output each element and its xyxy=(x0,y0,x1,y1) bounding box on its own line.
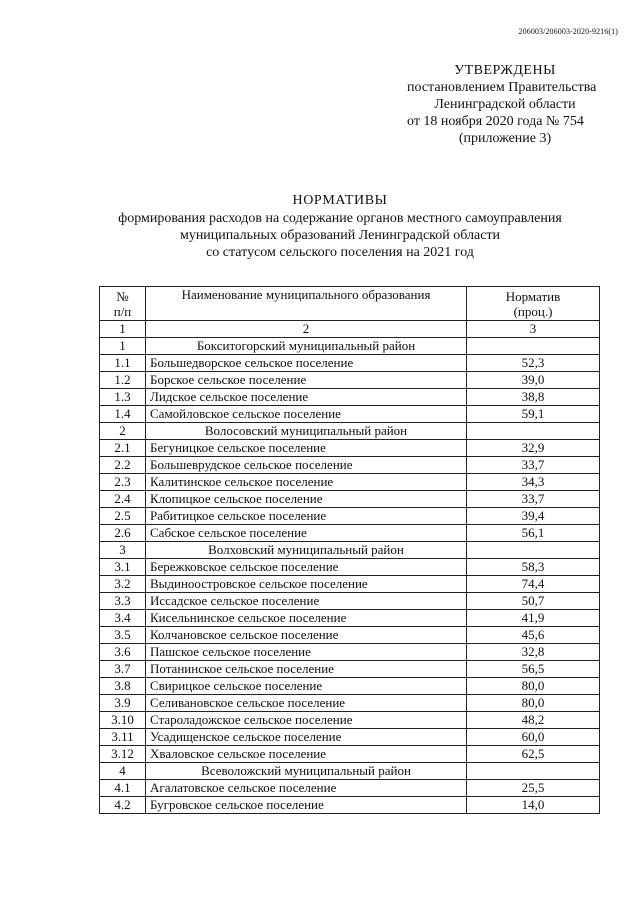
table-row xyxy=(100,780,600,797)
table-row xyxy=(100,525,600,542)
row-name: Сабское сельское поселение xyxy=(146,525,467,542)
district-row xyxy=(100,763,600,780)
district-value-empty xyxy=(467,542,600,559)
row-num: 1.3 xyxy=(100,389,146,406)
row-num: 1.1 xyxy=(100,355,146,372)
row-value: 60,0 xyxy=(467,729,600,746)
row-name: Потанинское сельское поселение xyxy=(146,661,467,678)
row-value: 32,9 xyxy=(467,440,600,457)
row-num: 2.6 xyxy=(100,525,146,542)
row-num: 2.1 xyxy=(100,440,146,457)
row-num: 3.7 xyxy=(100,661,146,678)
row-name: Усадищенское сельское поселение xyxy=(146,729,467,746)
table-row xyxy=(100,729,600,746)
row-num: 3.4 xyxy=(100,610,146,627)
header-norm xyxy=(467,287,600,321)
district-row xyxy=(100,338,600,355)
district-name: Волховский муниципальный район xyxy=(146,542,467,559)
row-num: 4.2 xyxy=(100,797,146,814)
row-name: Иссадское сельское поселение xyxy=(146,593,467,610)
district-name: Всеволожский муниципальный район xyxy=(146,763,467,780)
header-norm-line: Норматив xyxy=(505,288,561,304)
table-row xyxy=(100,491,600,508)
document-title-block xyxy=(90,192,590,261)
table-row xyxy=(100,695,600,712)
document-subtitle: со статусом сельского поселения на 2021 год xyxy=(206,245,474,260)
row-num: 3.8 xyxy=(100,678,146,695)
district-num: 1 xyxy=(100,338,146,355)
row-name: Бугровское сельское поселение xyxy=(146,797,467,814)
row-value: 50,7 xyxy=(467,593,600,610)
document-subtitle: муниципальных образований Ленинградской области xyxy=(179,228,501,243)
district-name: Волосовский муниципальный район xyxy=(146,423,467,440)
district-num: 4 xyxy=(100,763,146,780)
row-num: 3.5 xyxy=(100,627,146,644)
document-subtitle: формирования расходов на содержание органов местного самоуправления xyxy=(118,211,562,226)
table-row xyxy=(100,389,600,406)
table-row xyxy=(100,474,600,491)
row-num: 3.9 xyxy=(100,695,146,712)
district-value-empty xyxy=(467,338,600,355)
row-value: 74,4 xyxy=(467,576,600,593)
table-row xyxy=(100,355,600,372)
row-num: 1.4 xyxy=(100,406,146,423)
row-num: 2.2 xyxy=(100,457,146,474)
district-num: 3 xyxy=(100,542,146,559)
district-value-empty xyxy=(467,423,600,440)
row-value: 58,3 xyxy=(467,559,600,576)
district-row xyxy=(100,542,600,559)
row-num: 3.1 xyxy=(100,559,146,576)
row-name: Колчановское сельское поселение xyxy=(146,627,467,644)
table-row xyxy=(100,508,600,525)
table-row xyxy=(100,457,600,474)
table-row xyxy=(100,440,600,457)
row-num: 2.4 xyxy=(100,491,146,508)
row-num: 2.5 xyxy=(100,508,146,525)
row-name: Калитинское сельское поселение xyxy=(146,474,467,491)
approval-stamp xyxy=(405,62,605,147)
table-row xyxy=(100,406,600,423)
row-value: 80,0 xyxy=(467,678,600,695)
row-value: 25,5 xyxy=(467,780,600,797)
row-value: 59,1 xyxy=(467,406,600,423)
row-num: 3.6 xyxy=(100,644,146,661)
row-name: Бегуницкое сельское поселение xyxy=(146,440,467,457)
row-value: 33,7 xyxy=(467,491,600,508)
row-name: Селивановское сельское поселение xyxy=(146,695,467,712)
row-value: 56,1 xyxy=(467,525,600,542)
row-name: Большеврудское сельское поселение xyxy=(146,457,467,474)
table-row xyxy=(100,576,600,593)
row-name: Лидское сельское поселение xyxy=(146,389,467,406)
row-num: 4.1 xyxy=(100,780,146,797)
norms-table xyxy=(99,286,600,814)
district-name: Бокситогорский муниципальный район xyxy=(146,338,467,355)
row-value: 38,8 xyxy=(467,389,600,406)
row-num: 3.2 xyxy=(100,576,146,593)
row-num: 3.12 xyxy=(100,746,146,763)
row-value: 62,5 xyxy=(467,746,600,763)
table-row xyxy=(100,797,600,814)
row-name: Агалатовское сельское поселение xyxy=(146,780,467,797)
district-row xyxy=(100,423,600,440)
table-row xyxy=(100,644,600,661)
row-name: Большедворское сельское поселение xyxy=(146,355,467,372)
row-name: Пашское сельское поселение xyxy=(146,644,467,661)
row-value: 39,4 xyxy=(467,508,600,525)
row-value: 80,0 xyxy=(467,695,600,712)
row-value: 52,3 xyxy=(467,355,600,372)
approval-line: (приложение 3) xyxy=(458,131,552,146)
table-row xyxy=(100,593,600,610)
column-number-row xyxy=(100,321,600,338)
row-value: 48,2 xyxy=(467,712,600,729)
approval-line: Ленинградской области xyxy=(434,97,576,112)
row-name: Свирицкое сельское поселение xyxy=(146,678,467,695)
column-number: 3 xyxy=(467,321,600,338)
header-name: Наименование муниципального образования xyxy=(146,287,467,321)
row-name: Клопицкое сельское поселение xyxy=(146,491,467,508)
table-body xyxy=(100,338,600,814)
table-row xyxy=(100,559,600,576)
row-num: 3.3 xyxy=(100,593,146,610)
header-norm-line: (проц.) xyxy=(513,303,553,319)
approval-line: постановлением Правительства xyxy=(407,80,597,95)
row-name: Хваловское сельское поселение xyxy=(146,746,467,763)
row-value: 56,5 xyxy=(467,661,600,678)
table-row xyxy=(100,746,600,763)
document-id: 206003/206003-2020-9216(1) xyxy=(518,27,618,36)
district-num: 2 xyxy=(100,423,146,440)
row-num: 3.11 xyxy=(100,729,146,746)
row-name: Бережковское сельское поселение xyxy=(146,559,467,576)
table-row xyxy=(100,712,600,729)
table-row xyxy=(100,661,600,678)
header-num-line: № xyxy=(116,288,129,304)
row-value: 41,9 xyxy=(467,610,600,627)
table-row xyxy=(100,678,600,695)
row-num: 3.10 xyxy=(100,712,146,729)
row-name: Борское сельское поселение xyxy=(146,372,467,389)
district-value-empty xyxy=(467,763,600,780)
row-value: 39,0 xyxy=(467,372,600,389)
table-row xyxy=(100,610,600,627)
header-num xyxy=(100,287,146,321)
row-value: 45,6 xyxy=(467,627,600,644)
table-row xyxy=(100,627,600,644)
row-name: Рабитицкое сельское поселение xyxy=(146,508,467,525)
row-value: 33,7 xyxy=(467,457,600,474)
table-row xyxy=(100,372,600,389)
row-value: 34,3 xyxy=(467,474,600,491)
approval-line: от 18 ноября 2020 года № 754 xyxy=(407,114,584,129)
row-name: Самойловское сельское поселение xyxy=(146,406,467,423)
document-title: НОРМАТИВЫ xyxy=(292,193,388,208)
approval-heading: УТВЕРЖДЕНЫ xyxy=(454,63,556,78)
row-value: 14,0 xyxy=(467,797,600,814)
row-value: 32,8 xyxy=(467,644,600,661)
column-number: 1 xyxy=(100,321,146,338)
row-num: 1.2 xyxy=(100,372,146,389)
row-name: Староладожское сельское поселение xyxy=(146,712,467,729)
column-number: 2 xyxy=(146,321,467,338)
table-header-row xyxy=(100,287,600,321)
header-num-line: п/п xyxy=(113,303,132,319)
row-num: 2.3 xyxy=(100,474,146,491)
row-name: Выдиноостровское сельское поселение xyxy=(146,576,467,593)
row-name: Кисельнинское сельское поселение xyxy=(146,610,467,627)
